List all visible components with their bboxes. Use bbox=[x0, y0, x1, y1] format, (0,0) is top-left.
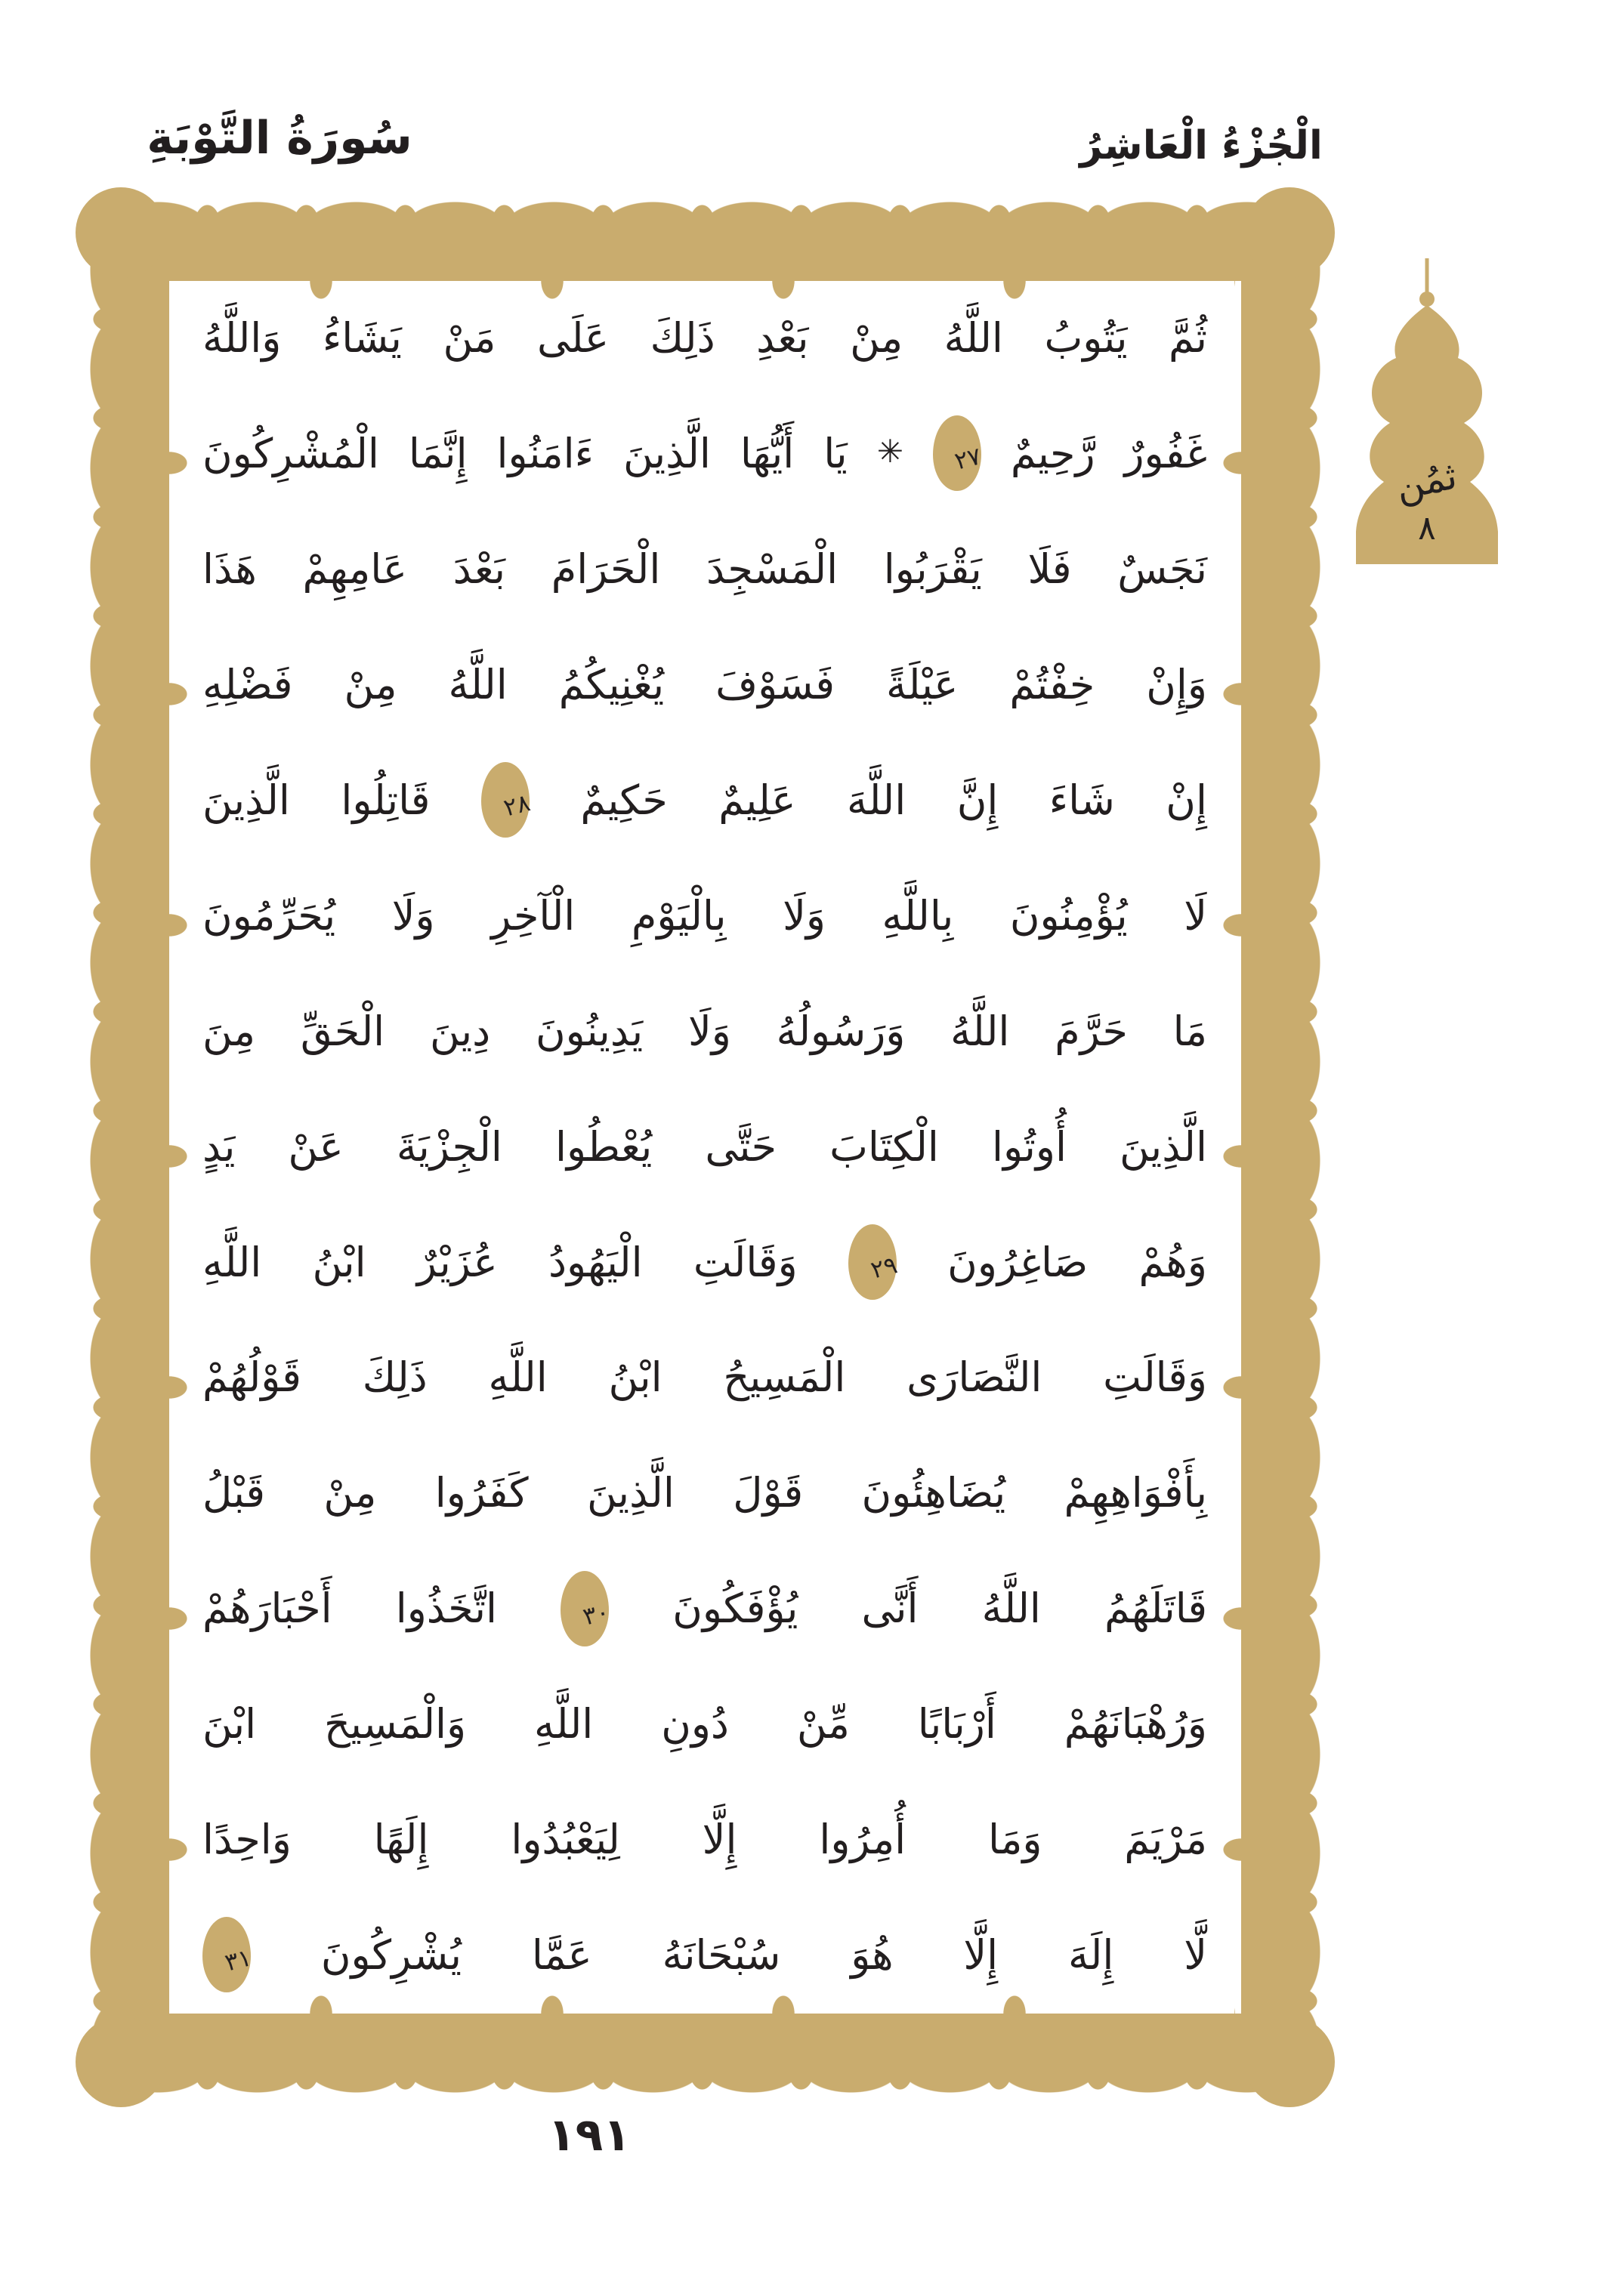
ayah-text: لَا يُؤْمِنُونَ بِاللَّهِ وَلَا بِالْيَوْمِ الْآخِرِ وَلَا يُحَرِّمُونَ bbox=[202, 891, 1207, 940]
quran-line bbox=[202, 743, 1207, 859]
ayah-text: إِنْ شَاءَ إِنَّ اللَّهَ عَلِيمٌ حَكِيمٌ bbox=[580, 776, 1207, 824]
ayah-text: لَّا إِلَهَ إِلَّا هُوَ سُبْحَانَهُ عَمَّا يُشْرِكُونَ bbox=[320, 1931, 1207, 1980]
thumn-number: ٨ bbox=[1418, 509, 1436, 548]
quran-line bbox=[202, 974, 1207, 1090]
ayah-number: ٣١ bbox=[221, 1943, 255, 1978]
ayah-end-marker bbox=[481, 762, 533, 838]
quran-line bbox=[202, 1320, 1207, 1436]
frame-scallops-right bbox=[1295, 221, 1320, 2074]
quran-line bbox=[202, 512, 1207, 628]
quran-line bbox=[202, 1090, 1207, 1205]
quran-line bbox=[202, 628, 1207, 743]
hizb-star-icon: ✳ bbox=[876, 432, 903, 470]
ayah-text: وَرُهْبَانَهُمْ أَرْبَابًا مِّنْ دُونِ اللَّهِ وَالْمَسِيحَ ابْنَ bbox=[202, 1700, 1207, 1748]
ayah-text: قَاتَلَهُمُ اللَّهُ أَنَّى يُؤْفَكُونَ bbox=[672, 1585, 1208, 1633]
ayah-end-marker bbox=[933, 415, 984, 491]
frame-corner-lobe bbox=[1244, 2017, 1335, 2107]
ayah-text: قَاتِلُوا الَّذِينَ bbox=[202, 776, 431, 824]
ayah-text: وَقَالَتِ النَّصَارَى الْمَسِيحُ ابْنُ اللَّهِ ذَلِكَ قَوْلُهُمْ bbox=[202, 1353, 1207, 1402]
juz-title: الْجُزْءُ الْعَاشِرُ bbox=[1079, 123, 1323, 168]
page-number: ١٩١ bbox=[548, 2109, 631, 2162]
ayah-text: غَفُورٌ رَّحِيمٌ bbox=[1010, 429, 1208, 477]
ayah-text: نَجَسٌ فَلَا يَقْرَبُوا الْمَسْجِدَ الْحَرَامَ بَعْدَ عَامِهِمْ هَذَا bbox=[202, 545, 1207, 593]
quran-line bbox=[202, 1782, 1207, 1898]
quran-text-block bbox=[202, 281, 1207, 2014]
ayah-number: ٢٨ bbox=[500, 788, 533, 822]
quran-line bbox=[202, 281, 1207, 397]
quran-line bbox=[202, 1205, 1207, 1321]
frame-corner-lobe bbox=[76, 187, 166, 278]
frame-scallops-bottom bbox=[109, 2067, 1302, 2093]
frame-scallops-top bbox=[109, 202, 1302, 227]
ayah-number: ٢٧ bbox=[952, 441, 984, 476]
frame-inner-cusps-right bbox=[1221, 287, 1241, 2007]
ayah-number: ٢٩ bbox=[867, 1250, 900, 1285]
ayah-text: وَإِنْ خِفْتُمْ عَيْلَةً فَسَوْفَ يُغْنِيكُمُ اللَّهُ مِنْ فَضْلِهِ bbox=[202, 660, 1207, 708]
thumn-dome-marker bbox=[1351, 258, 1503, 568]
ayah-number: ٣٠ bbox=[579, 1597, 613, 1631]
frame-corner-lobe bbox=[76, 2017, 166, 2107]
ayah-text: وَهُمْ صَاغِرُونَ bbox=[947, 1238, 1207, 1286]
quran-line bbox=[202, 397, 1207, 512]
surah-title: سُورَةُ التَّوْبَةِ bbox=[147, 112, 412, 165]
frame-inner-cusps-left bbox=[169, 287, 189, 2007]
quran-line bbox=[202, 1667, 1207, 1782]
ayah-text: يَا أَيُّهَا الَّذِينَ ءَامَنُوا إِنَّمَا الْمُشْرِكُونَ bbox=[202, 429, 848, 477]
dome-finial-knob bbox=[1419, 292, 1435, 307]
ayah-text: بِأَفْوَاهِهِمْ يُضَاهِئُونَ قَوْلَ الَّذِينَ كَفَرُوا مِنْ قَبْلُ bbox=[202, 1469, 1207, 1517]
thumn-label: ثمُن bbox=[1391, 453, 1461, 509]
ayah-text: الَّذِينَ أُوتُوا الْكِتَابَ حَتَّى يُعْطُوا الْجِزْيَةَ عَنْ يَدٍ bbox=[202, 1122, 1207, 1171]
frame-corner-lobe bbox=[1244, 187, 1335, 278]
ayah-text: وَقَالَتِ الْيَهُودُ عُزَيْرٌ ابْنُ اللَّهِ bbox=[202, 1238, 798, 1286]
dome-finial-stem bbox=[1425, 258, 1429, 293]
frame-scallops-left bbox=[90, 221, 116, 2074]
quran-line bbox=[202, 1551, 1207, 1667]
ayah-end-marker bbox=[202, 1917, 255, 1992]
ayah-text: مَرْيَمَ وَمَا أُمِرُوا إِلَّا لِيَعْبُدُوا إِلَهًا وَاحِدًا bbox=[202, 1816, 1207, 1864]
quran-line bbox=[202, 859, 1207, 974]
ayah-text: مَا حَرَّمَ اللَّهُ وَرَسُولُهُ وَلَا يَدِينُونَ دِينَ الْحَقِّ مِنَ bbox=[202, 1007, 1207, 1055]
ayah-end-marker bbox=[561, 1571, 613, 1646]
quran-line bbox=[202, 1436, 1207, 1551]
ayah-text: اتَّخَذُوا أَحْبَارَهُمْ bbox=[202, 1585, 498, 1633]
ayah-end-marker bbox=[848, 1224, 900, 1300]
quran-line bbox=[202, 1898, 1207, 2014]
ayah-text: ثُمَّ يَتُوبُ اللَّهُ مِنْ بَعْدِ ذَلِكَ عَلَى مَنْ يَشَاءُ وَاللَّهُ bbox=[202, 314, 1207, 362]
